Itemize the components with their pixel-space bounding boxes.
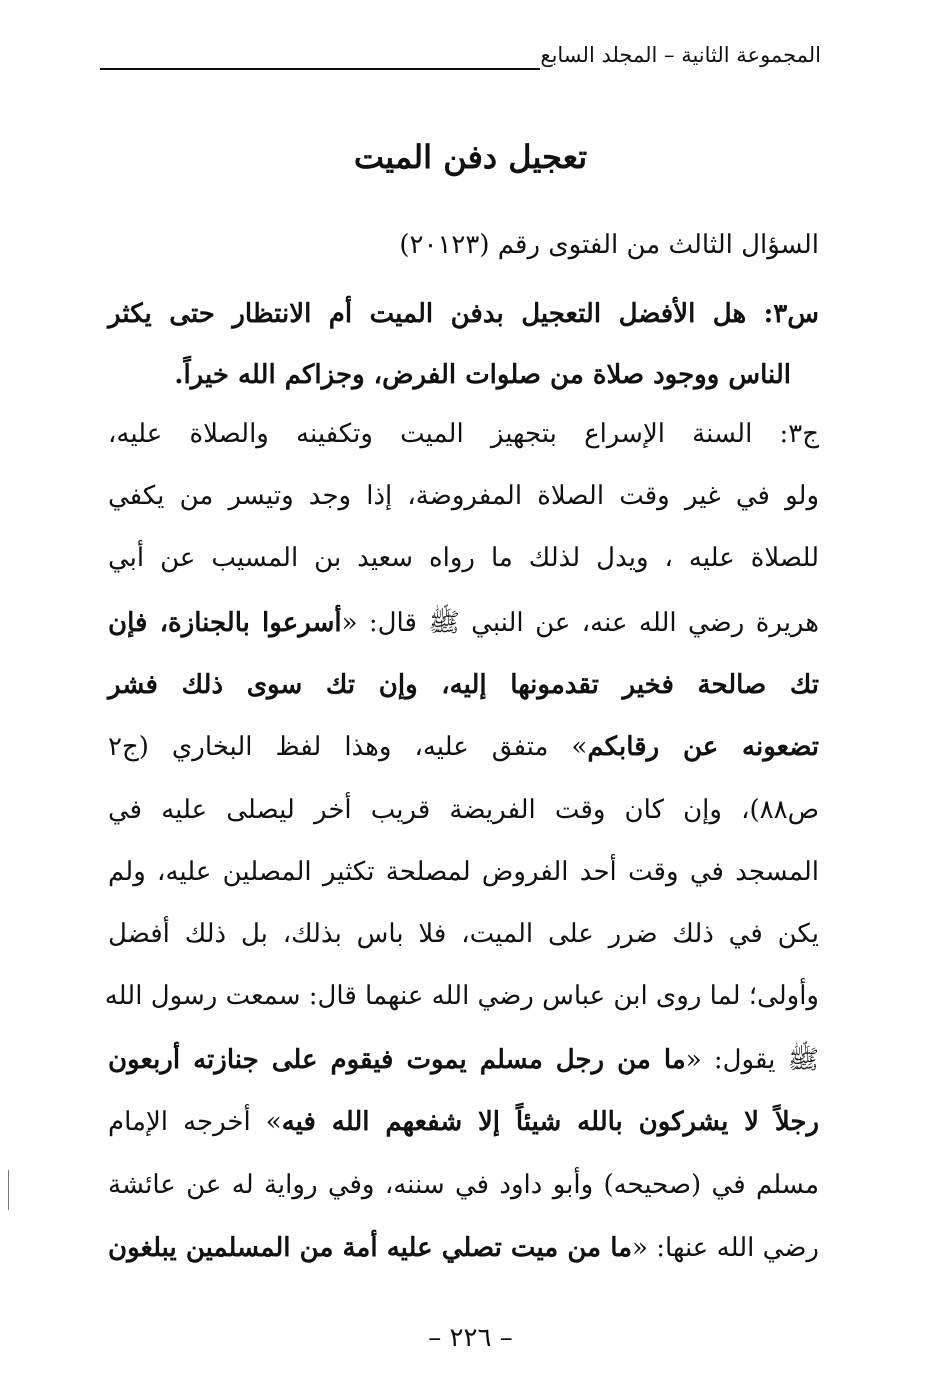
answer-line: وأولى؛ لما روى ابن عباس رضي الله عنهما قال: سمعت رسول الله — [104, 981, 819, 1011]
answer-line: المسجد في وقت أحد الفروض لمصلحة تكثير المصلين عليه، ولم — [108, 857, 819, 887]
running-head: المجموعة الثانية – المجلد السابع — [540, 43, 821, 67]
answer-text: ﷺ يقول: « — [685, 1045, 819, 1075]
page-number: – ٢٢٦ – — [428, 1323, 513, 1353]
question-line: الناس ووجود صلاة من صلوات الفرض، وجزاكم الله خيراً. — [174, 360, 791, 390]
answer-line: ص٨٨)، وإن كان وقت الفريضة قريب أخر ليصلى عليه في — [108, 795, 819, 825]
answer-line: للصلاة عليه ، ويدل لذلك ما رواه سعيد بن المسيب عن أبي — [108, 543, 819, 573]
scan-edge-mark — [8, 1170, 9, 1210]
hadith-quote: رجلاً لا يشركون بالله شيئاً إلا شفعهم الله فيه — [281, 1107, 819, 1137]
answer-text: » أخرجه الإمام — [108, 1107, 282, 1137]
answer-line: ولو في غير وقت الصلاة المفروضة، إذا وجد وتيسر من يكفي — [108, 481, 819, 511]
header-rule — [100, 68, 540, 70]
hadith-quote: أسرعوا بالجنازة، فإن — [108, 608, 342, 638]
answer-line — [108, 1218, 819, 1278]
answer-text: هريرة رضي الله عنه، عن النبي ﷺ قال: « — [341, 608, 819, 638]
answer-line — [108, 1030, 819, 1090]
hadith-quote: تك صالحة فخير تقدمونها إليه، وإن تك سوى ذلك فشر — [108, 670, 819, 700]
answer-text: » متفق عليه، وهذا لفظ البخاري (ج٢ — [108, 732, 588, 762]
answer-line — [108, 655, 819, 715]
answer-text: رضي الله عنها: « — [632, 1233, 819, 1263]
answer-line: مسلم في (صحيحه) وأبو داود في سننه، وفي رواية له عن عائشة — [108, 1170, 819, 1200]
question-reference: السؤال الثالث من الفتوى رقم (٢٠١٢٣) — [399, 230, 819, 260]
hadith-quote: ما من رجل مسلم يموت فيقوم على جنازته أربعون — [108, 1045, 686, 1075]
answer-line — [108, 1092, 819, 1152]
hadith-quote: ما من ميت تصلي عليه أمة من المسلمين يبلغون — [108, 1233, 633, 1263]
question-line: س٣: هل الأفضل التعجيل بدفن الميت أم الانتظار حتى يكثر — [108, 299, 819, 329]
section-title: تعجيل دفن الميت — [353, 138, 588, 176]
answer-line: يكن في ذلك ضرر على الميت، فلا باس بذلك، بل ذلك أفضل — [108, 919, 819, 949]
answer-line — [108, 717, 819, 777]
hadith-quote: تضعونه عن رقابكم — [587, 732, 819, 762]
answer-line: ج٣: السنة الإسراع بتجهيز الميت وتكفينه والصلاة عليه، — [108, 419, 819, 449]
answer-line — [108, 593, 819, 653]
